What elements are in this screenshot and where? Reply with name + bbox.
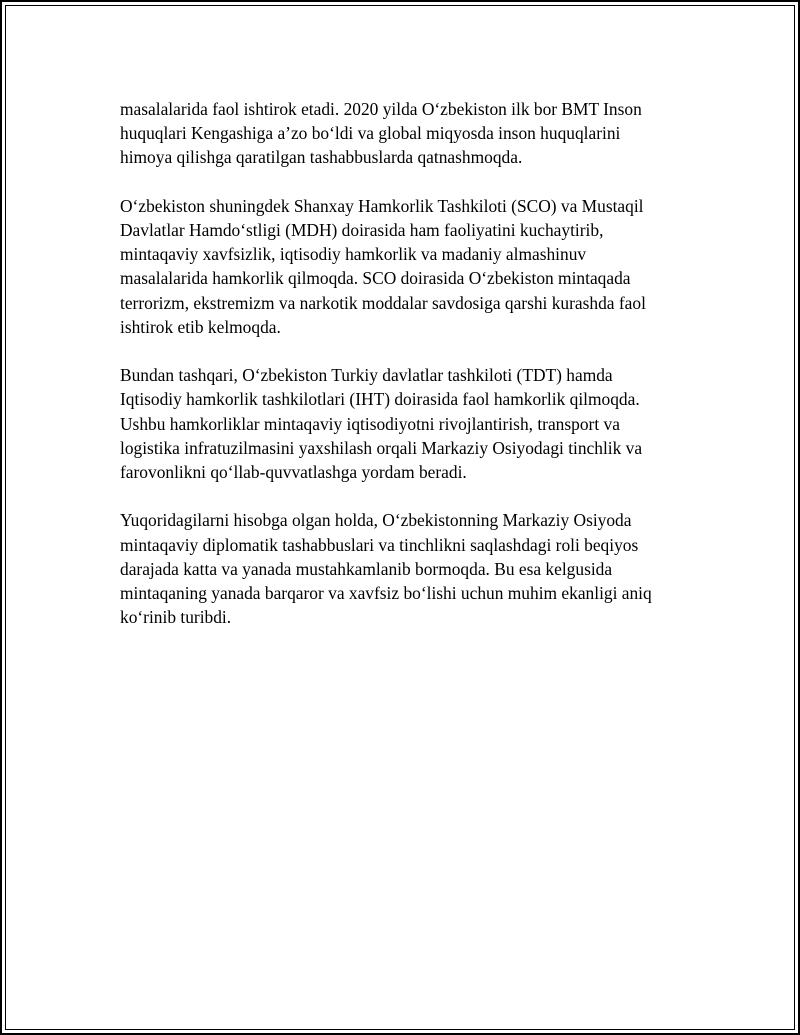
paragraph-1: masalalarida faol ishtirok etadi. 2020 yilda O‘zbekiston ilk bor BMT Inson huquqlari Kengashiga a’zo bo‘ldi va global miqyosda inson huquqlarini himoya qilishga qaratilgan tashabbuslarda qatnashmoqda.	[120, 99, 642, 168]
paragraph-2: O‘zbekiston shuningdek Shanxay Hamkorlik Tashkiloti (SCO) va Mustaqil Davlatlar Hamdo‘stligi (MDH) doirasida ham faoliyatini kuchaytirib, mintaqaviy xavfsizlik, iqtisodiy hamkorlik va madaniy almashinuv masalalarida hamkorlik qilmoqda. SCO doirasida O‘zbekiston mintaqada terrorizm, ekstremizm va narkotik moddalar savdosiga qarshi kurashda faol ishtirok etib kelmoqda.	[120, 195, 646, 337]
document-body	[120, 97, 700, 654]
paragraph-3: Bundan tashqari, O‘zbekiston Turkiy davlatlar tashkiloti (TDT) hamda Iqtisodiy hamkorlik tashkilotlari (IHT) doirasida faol hamkorlik qilmoqda. Ushbu hamkorliklar mintaqaviy iqtisodiyotni rivojlantirish, transport va logistika infratuzilmasini yaxshilash orqali Markaziy Osiyodagi tinchlik va farovonlikni qo‘llab-quvvatlashga yordam beradi.	[120, 365, 643, 483]
paragraph-4: Yuqoridagilarni hisobga olgan holda, O‘zbekistonning Markaziy Osiyoda mintaqaviy diplomatik tashabbuslari va tinchlikni saqlashdagi roli beqiyos darajada katta va yanada mustahkamlanib bormoqda. Bu esa kelgusida mintaqaning yanada barqaror va xavfsiz bo‘lishi uchun muhim ekanligi aniq ko‘rinib turibdi.	[120, 510, 652, 628]
